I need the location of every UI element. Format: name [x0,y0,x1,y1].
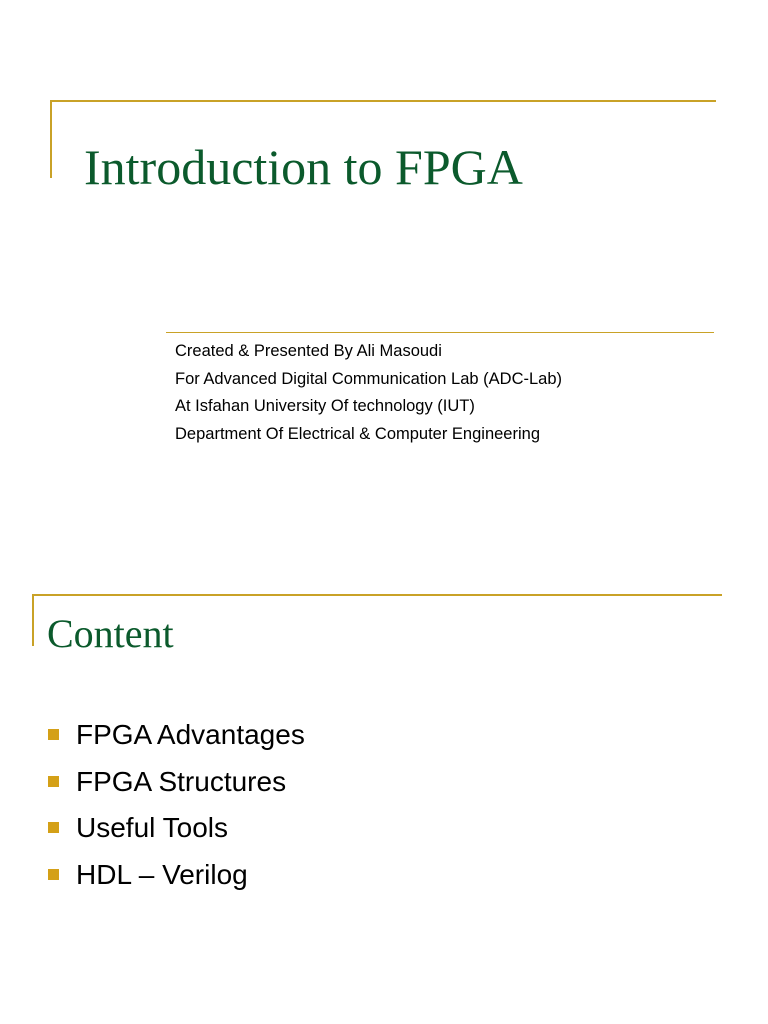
content-slide [0,540,768,1024]
content-bullet-list [46,712,305,898]
list-item-label: FPGA Advantages [76,719,305,750]
credits-list [175,338,562,449]
list-item-label: FPGA Structures [76,765,287,797]
credit-line: At Isfahan University Of technology (IUT) [175,397,475,416]
list-item-label: HDL – Verilog [76,858,248,890]
credit-line: Department Of Electrical & Computer Engineering [175,425,540,444]
slide-title: Introduction to FPGA [84,139,523,195]
list-item [46,712,305,759]
square-bullet-icon [48,822,59,833]
list-item [46,805,305,852]
slide-frame-left-line [32,594,34,646]
square-bullet-icon [48,869,59,880]
list-item [46,852,305,899]
slide-frame-left-line [50,100,52,178]
slide-frame-top-line [32,594,722,596]
list-item [46,759,305,806]
subtitle-divider [166,332,714,333]
list-item-label: Useful Tools [76,812,229,843]
credit-line: For Advanced Digital Communication Lab (ADC-Lab) [175,369,563,388]
square-bullet-icon [48,729,59,740]
square-bullet-icon [48,776,59,787]
slide-frame-top-line [50,100,716,102]
credit-line: Created & Presented By Ali Masoudi [175,342,442,360]
slide-title: Content [47,611,174,656]
